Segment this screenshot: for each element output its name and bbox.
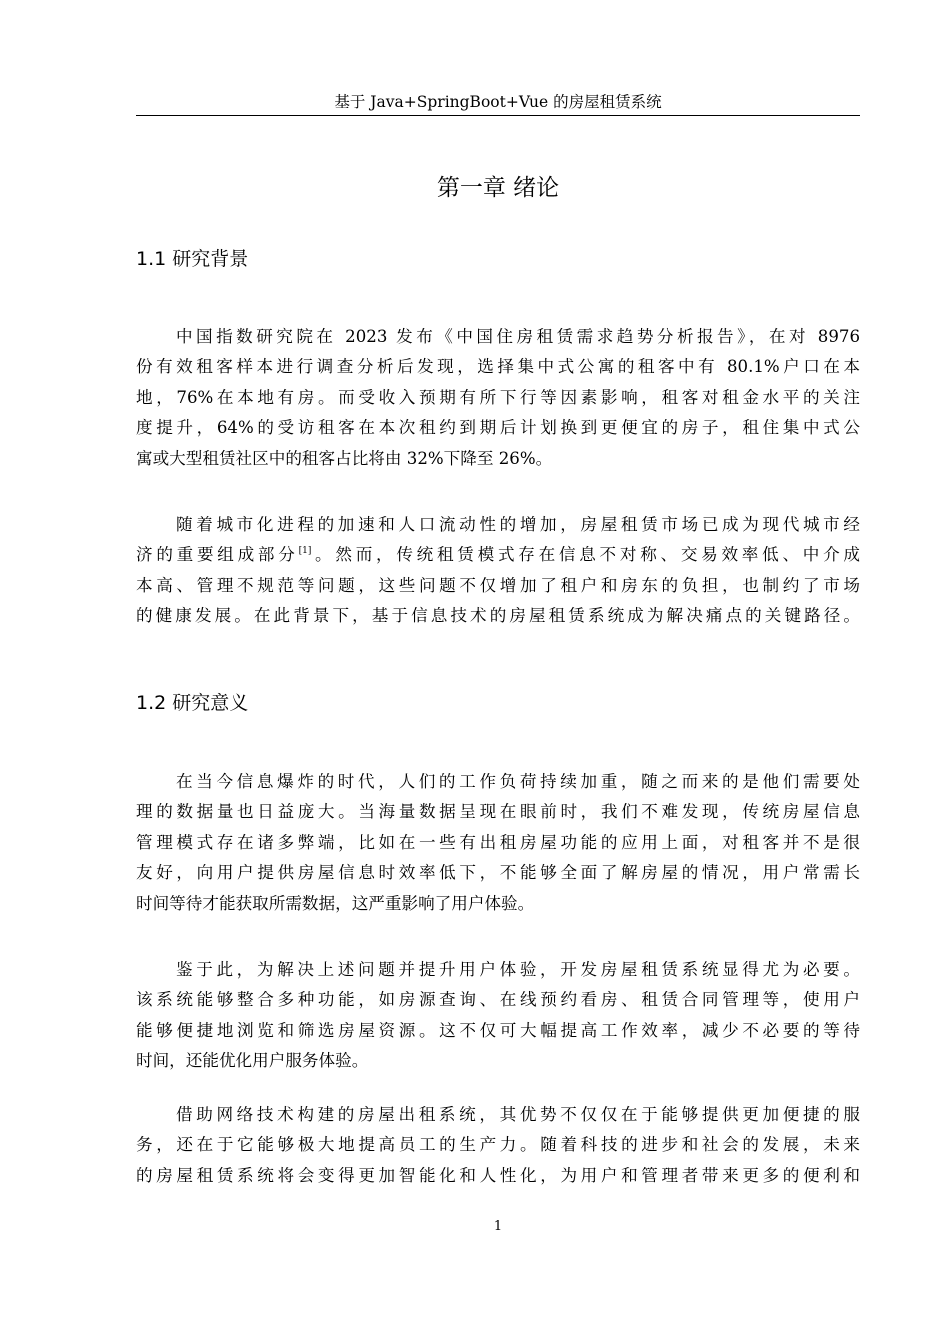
paragraph-text: 济的重要组成部分 xyxy=(136,545,299,565)
section-heading-research-background: 1.1 研究背景 xyxy=(136,248,249,270)
paragraph-line: 本高、管理不规范等问题，这些问题不仅增加了租户和房东的负担，也制约了市场 xyxy=(136,575,860,595)
paragraph xyxy=(136,955,860,1077)
running-header: 基于 Java+SpringBoot+Vue 的房屋租赁系统 xyxy=(334,93,662,111)
paragraph-line: 友好，向用户提供房屋信息时效率低下，不能够全面了解房屋的情况，用户常需长 xyxy=(136,863,860,883)
paragraph-line: 寓或大型租赁社区中的租客占比将由 32%下降至 26%。 xyxy=(136,448,553,468)
paragraph-line: 借助网络技术构建的房屋出租系统，其优势不仅仅在于能够提供更加便捷的服 xyxy=(176,1105,860,1124)
paragraph xyxy=(136,510,860,632)
paragraph-text: 。然而，传统租赁模式存在信息不对称、交易效率低、中介成 xyxy=(311,545,861,565)
paragraph-line: 管理模式存在诸多弊端，比如在一些有出租房屋功能的应用上面，对租客并不是很 xyxy=(136,832,860,852)
paragraph-line: 中国指数研究院在 2023 发布《中国住房租赁需求趋势分析报告》，在对 8976 xyxy=(176,327,860,346)
paragraph-line: 该系统能够整合多种功能，如房源查询、在线预约看房、租赁合同管理等，使用户 xyxy=(136,990,860,1010)
paragraph xyxy=(136,322,860,474)
paragraph-line: 鉴于此，为解决上述问题并提升用户体验，开发房屋租赁系统显得尤为必要。 xyxy=(176,960,860,979)
paragraph-line: 务，还在于它能够极大地提高员工的生产力。随着科技的进步和社会的发展，未来 xyxy=(136,1135,860,1155)
paragraph-line xyxy=(136,540,860,570)
paragraph-line: 的房屋租赁系统将会变得更加智能化和人性化，为用户和管理者带来更多的便利和 xyxy=(136,1165,860,1185)
chapter-title: 第一章 绪论 xyxy=(436,175,560,201)
header-rule xyxy=(136,115,860,116)
page-number: 1 xyxy=(493,1219,503,1234)
paragraph-line: 时间，还能优化用户服务体验。 xyxy=(136,1051,369,1071)
citation-reference[interactable]: [1] xyxy=(298,546,312,557)
paragraph-line: 能够便捷地浏览和筛选房屋资源。这不仅可大幅提高工作效率，减少不必要的等待 xyxy=(136,1020,860,1040)
paragraph xyxy=(136,1100,860,1191)
paragraph-line: 在当今信息爆炸的时代，人们的工作负荷持续加重，随之而来的是他们需要处 xyxy=(176,772,860,791)
paragraph-line: 度提升，64%的受访租客在本次租约到期后计划换到更便宜的房子，租住集中式公 xyxy=(136,418,860,438)
paragraph-line: 理的数据量也日益庞大。当海量数据呈现在眼前时，我们不难发现，传统房屋信息 xyxy=(136,802,860,822)
paragraph-line: 地，76%在本地有房。而受收入预期有所下行等因素影响，租客对租金水平的关注 xyxy=(136,387,860,407)
paragraph-line: 的健康发展。在此背景下，基于信息技术的房屋租赁系统成为解决痛点的关键路径。 xyxy=(136,606,860,626)
paragraph-line: 份有效租客样本进行调查分析后发现，选择集中式公寓的租客中有 80.1%户口在本 xyxy=(136,357,860,377)
paragraph xyxy=(136,767,860,919)
paragraph-line: 时间等待才能获取所需数据，这严重影响了用户体验。 xyxy=(136,893,535,913)
section-heading-research-significance: 1.2 研究意义 xyxy=(136,692,249,714)
paragraph-line: 随着城市化进程的加速和人口流动性的增加，房屋租赁市场已成为现代城市经 xyxy=(176,515,860,534)
